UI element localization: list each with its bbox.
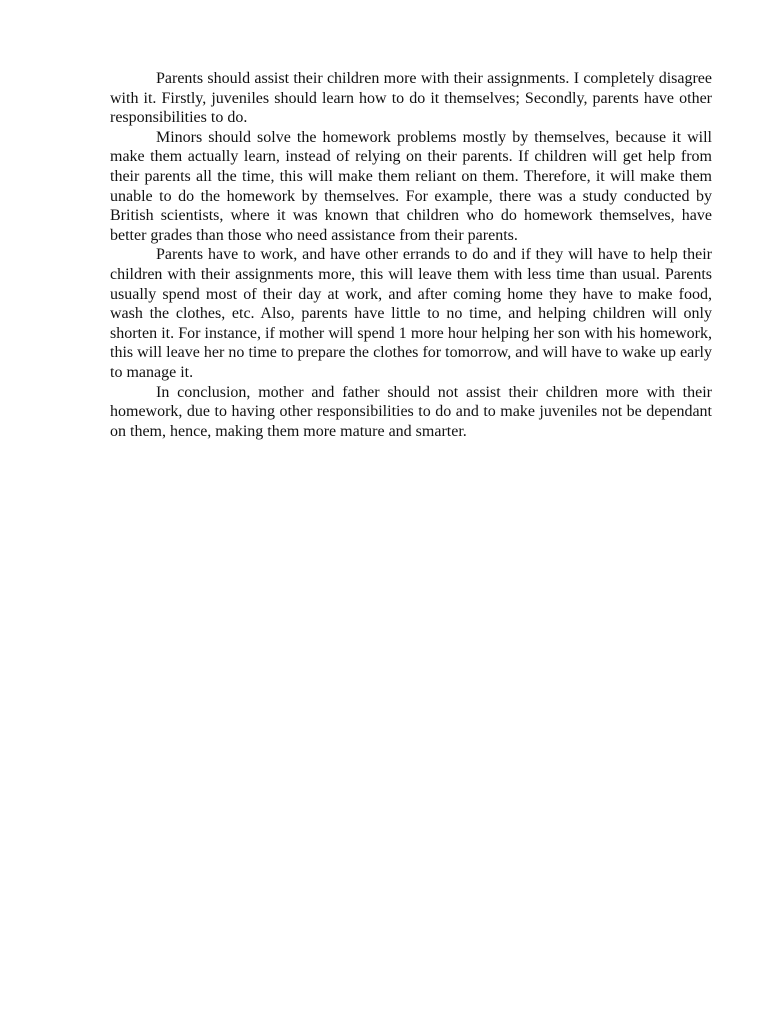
paragraph-time-argument: Parents have to work, and have other errands to do and if they will have to help their children with their assignments more, this will leave them with less time than usual. Parents usually spend most of their day at work, and after coming home they have to make food, wash the clothes, etc. Also, parents have little to no time, and helping children will only shorten it. For instance, if mother will spend 1 more hour helping her son with his homework, this will leave her no time to prepare the clothes for tomorrow, and will have to wake up early to manage it. <box>110 246 712 381</box>
essay-body <box>110 69 712 441</box>
paragraph-learning-argument: Minors should solve the homework problems mostly by themselves, because it will make them actually learn, instead of relying on their parents. If children will get help from their parents all the time, this will make them reliant on them. Therefore, it will make them unable to do the homework by themselves. For example, there was a study conducted by British scientists, where it was known that children who do homework themselves, have better grades than those who need assistance from their parents. <box>110 128 712 244</box>
paragraph-introduction: Parents should assist their children more with their assignments. I completely disagree with it. Firstly, juveniles should learn how to do it themselves; Secondly, parents have other responsibilities to do. <box>110 70 712 127</box>
paragraph-conclusion: In conclusion, mother and father should not assist their children more with their homework, due to having other responsibilities to do and to make juveniles not be dependant on them, hence, making them more mature and smarter. <box>110 383 712 440</box>
